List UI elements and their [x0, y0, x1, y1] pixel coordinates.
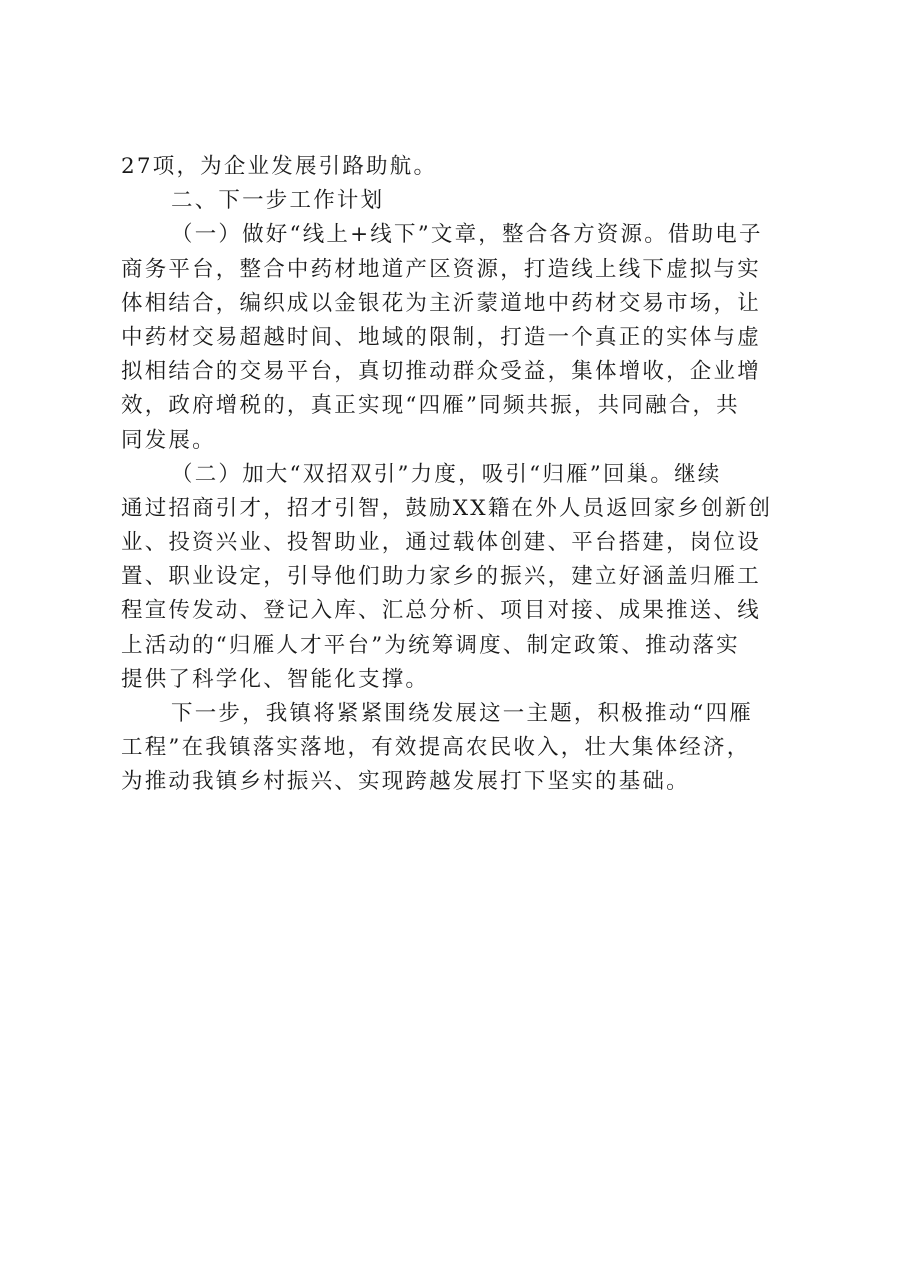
paragraph-line: 工程”在我镇落实落地，有效提高农民收入，壮大集体经济， [121, 735, 751, 761]
paragraph-line: （一）做好“线上+线下”文章，整合各方资源。借助电子 [171, 222, 763, 248]
paragraph-line: 业、投资兴业、投智助业，通过载体创建、平台搭建，岗位设 [121, 530, 761, 556]
document-body [121, 150, 797, 800]
section-heading: 二、下一步工作计划 [171, 188, 385, 214]
paragraph-line: 程宣传发动、登记入库、汇总分析、项目对接、成果推送、线 [121, 598, 761, 624]
paragraph-line: 通过招商引才，招才引智，鼓励XX籍在外人员返回家乡创新创 [121, 495, 773, 521]
paragraph-line: 同发展。 [121, 427, 216, 453]
paragraph-line: （二）加大“双招双引”力度，吸引“归雁”回巢。继续 [171, 461, 722, 487]
paragraph-line: 为推动我镇乡村振兴、实现跨越发展打下坚实的基础。 [121, 769, 690, 795]
paragraph-line: 效，政府增税的，真正实现“四雁”同频共振，共同融合，共 [121, 393, 740, 419]
paragraph-line: 提供了科学化、智能化支撑。 [121, 666, 430, 692]
paragraph-line: 置、职业设定，引导他们助力家乡的振兴，建立好涵盖归雁工 [121, 564, 761, 590]
paragraph-line: 上活动的“归雁人才平台”为统筹调度、制定政策、推动落实 [121, 632, 740, 658]
paragraph-line: 中药材交易超越时间、地域的限制，打造一个真正的实体与虚 [121, 324, 761, 350]
paragraph-line: 商务平台，整合中药材地道产区资源，打造线上线下虚拟与实 [121, 256, 761, 282]
paragraph-line: 体相结合，编织成以金银花为主沂蒙道地中药材交易市场，让 [121, 290, 761, 316]
text-line: 27项，为企业发展引路助航。 [121, 154, 438, 179]
paragraph-line: 下一步，我镇将紧紧围绕发展这一主题，积极推动“四雁 [171, 701, 753, 726]
paragraph-line: 拟相结合的交易平台，真切推动群众受益，集体增收，企业增 [121, 359, 761, 385]
